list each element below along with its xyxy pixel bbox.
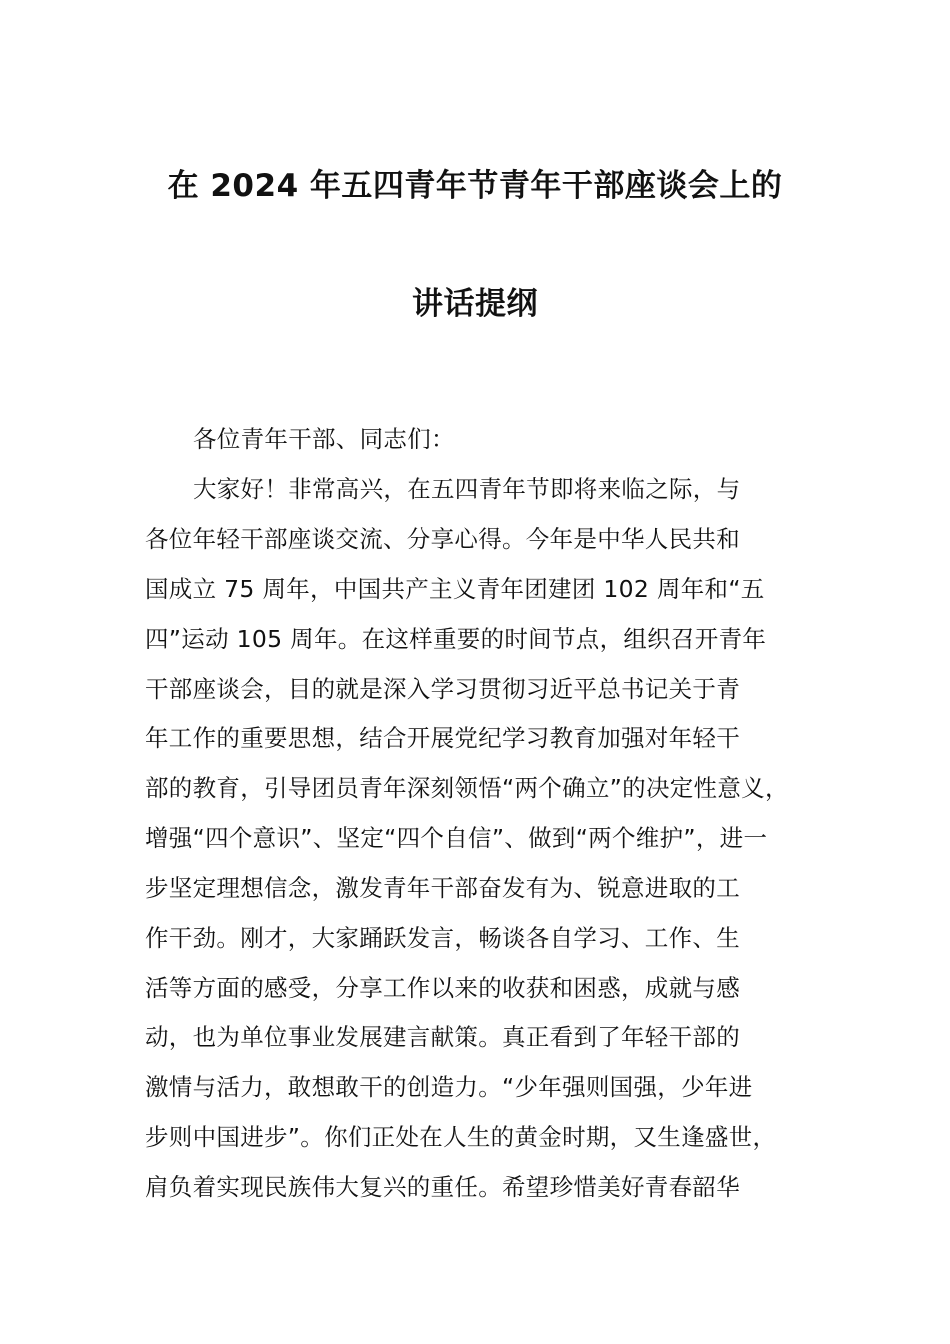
paragraph-line: 干部座谈会，目的就是深入学习贯彻习近平总书记关于青 [145,675,740,703]
paragraph-line: 国成立 75 周年，中国共产主义青年团建团 102 周年和“五 [145,575,765,603]
paragraph-line: 四”运动 105 周年。在这样重要的时间节点，组织召开青年 [145,625,767,653]
document-title-line-2: 讲话提纲 [412,286,538,322]
paragraph-line: 部的教育，引导团员青年深刻领悟“两个确立”的决定性意义， [145,774,789,802]
paragraph-line: 年工作的重要思想，结合开展党纪学习教育加强对年轻干 [145,724,740,752]
paragraph-line: 步则中国进步”。你们正处在人生的黄金时期，又生逢盛世， [145,1123,777,1151]
paragraph-line: 各位年轻干部座谈交流、分享心得。今年是中华人民共和 [145,525,740,553]
paragraph-line: 动，也为单位事业发展建言献策。真正看到了年轻干部的 [145,1023,740,1051]
document-title-line-1: 在 2024 年五四青年节青年干部座谈会上的 [167,168,783,204]
salutation: 各位青年干部、同志们： [193,425,455,453]
paragraph-line: 激情与活力，敢想敢干的创造力。“少年强则国强，少年进 [145,1073,753,1101]
paragraph-line: 作干劲。刚才，大家踊跃发言，畅谈各自学习、工作、生 [145,924,740,952]
paragraph-line: 增强“四个意识”、坚定“四个自信”、做到“两个维护”，进一 [145,824,768,852]
paragraph-line: 肩负着实现民族伟大复兴的重任。希望珍惜美好青春韶华 [145,1173,740,1201]
paragraph-line: 活等方面的感受，分享工作以来的收获和困惑，成就与感 [145,974,740,1002]
paragraph-line: 大家好！非常高兴，在五四青年节即将来临之际，与 [193,475,741,503]
paragraph-line: 步坚定理想信念，激发青年干部奋发有为、锐意进取的工 [145,874,740,902]
